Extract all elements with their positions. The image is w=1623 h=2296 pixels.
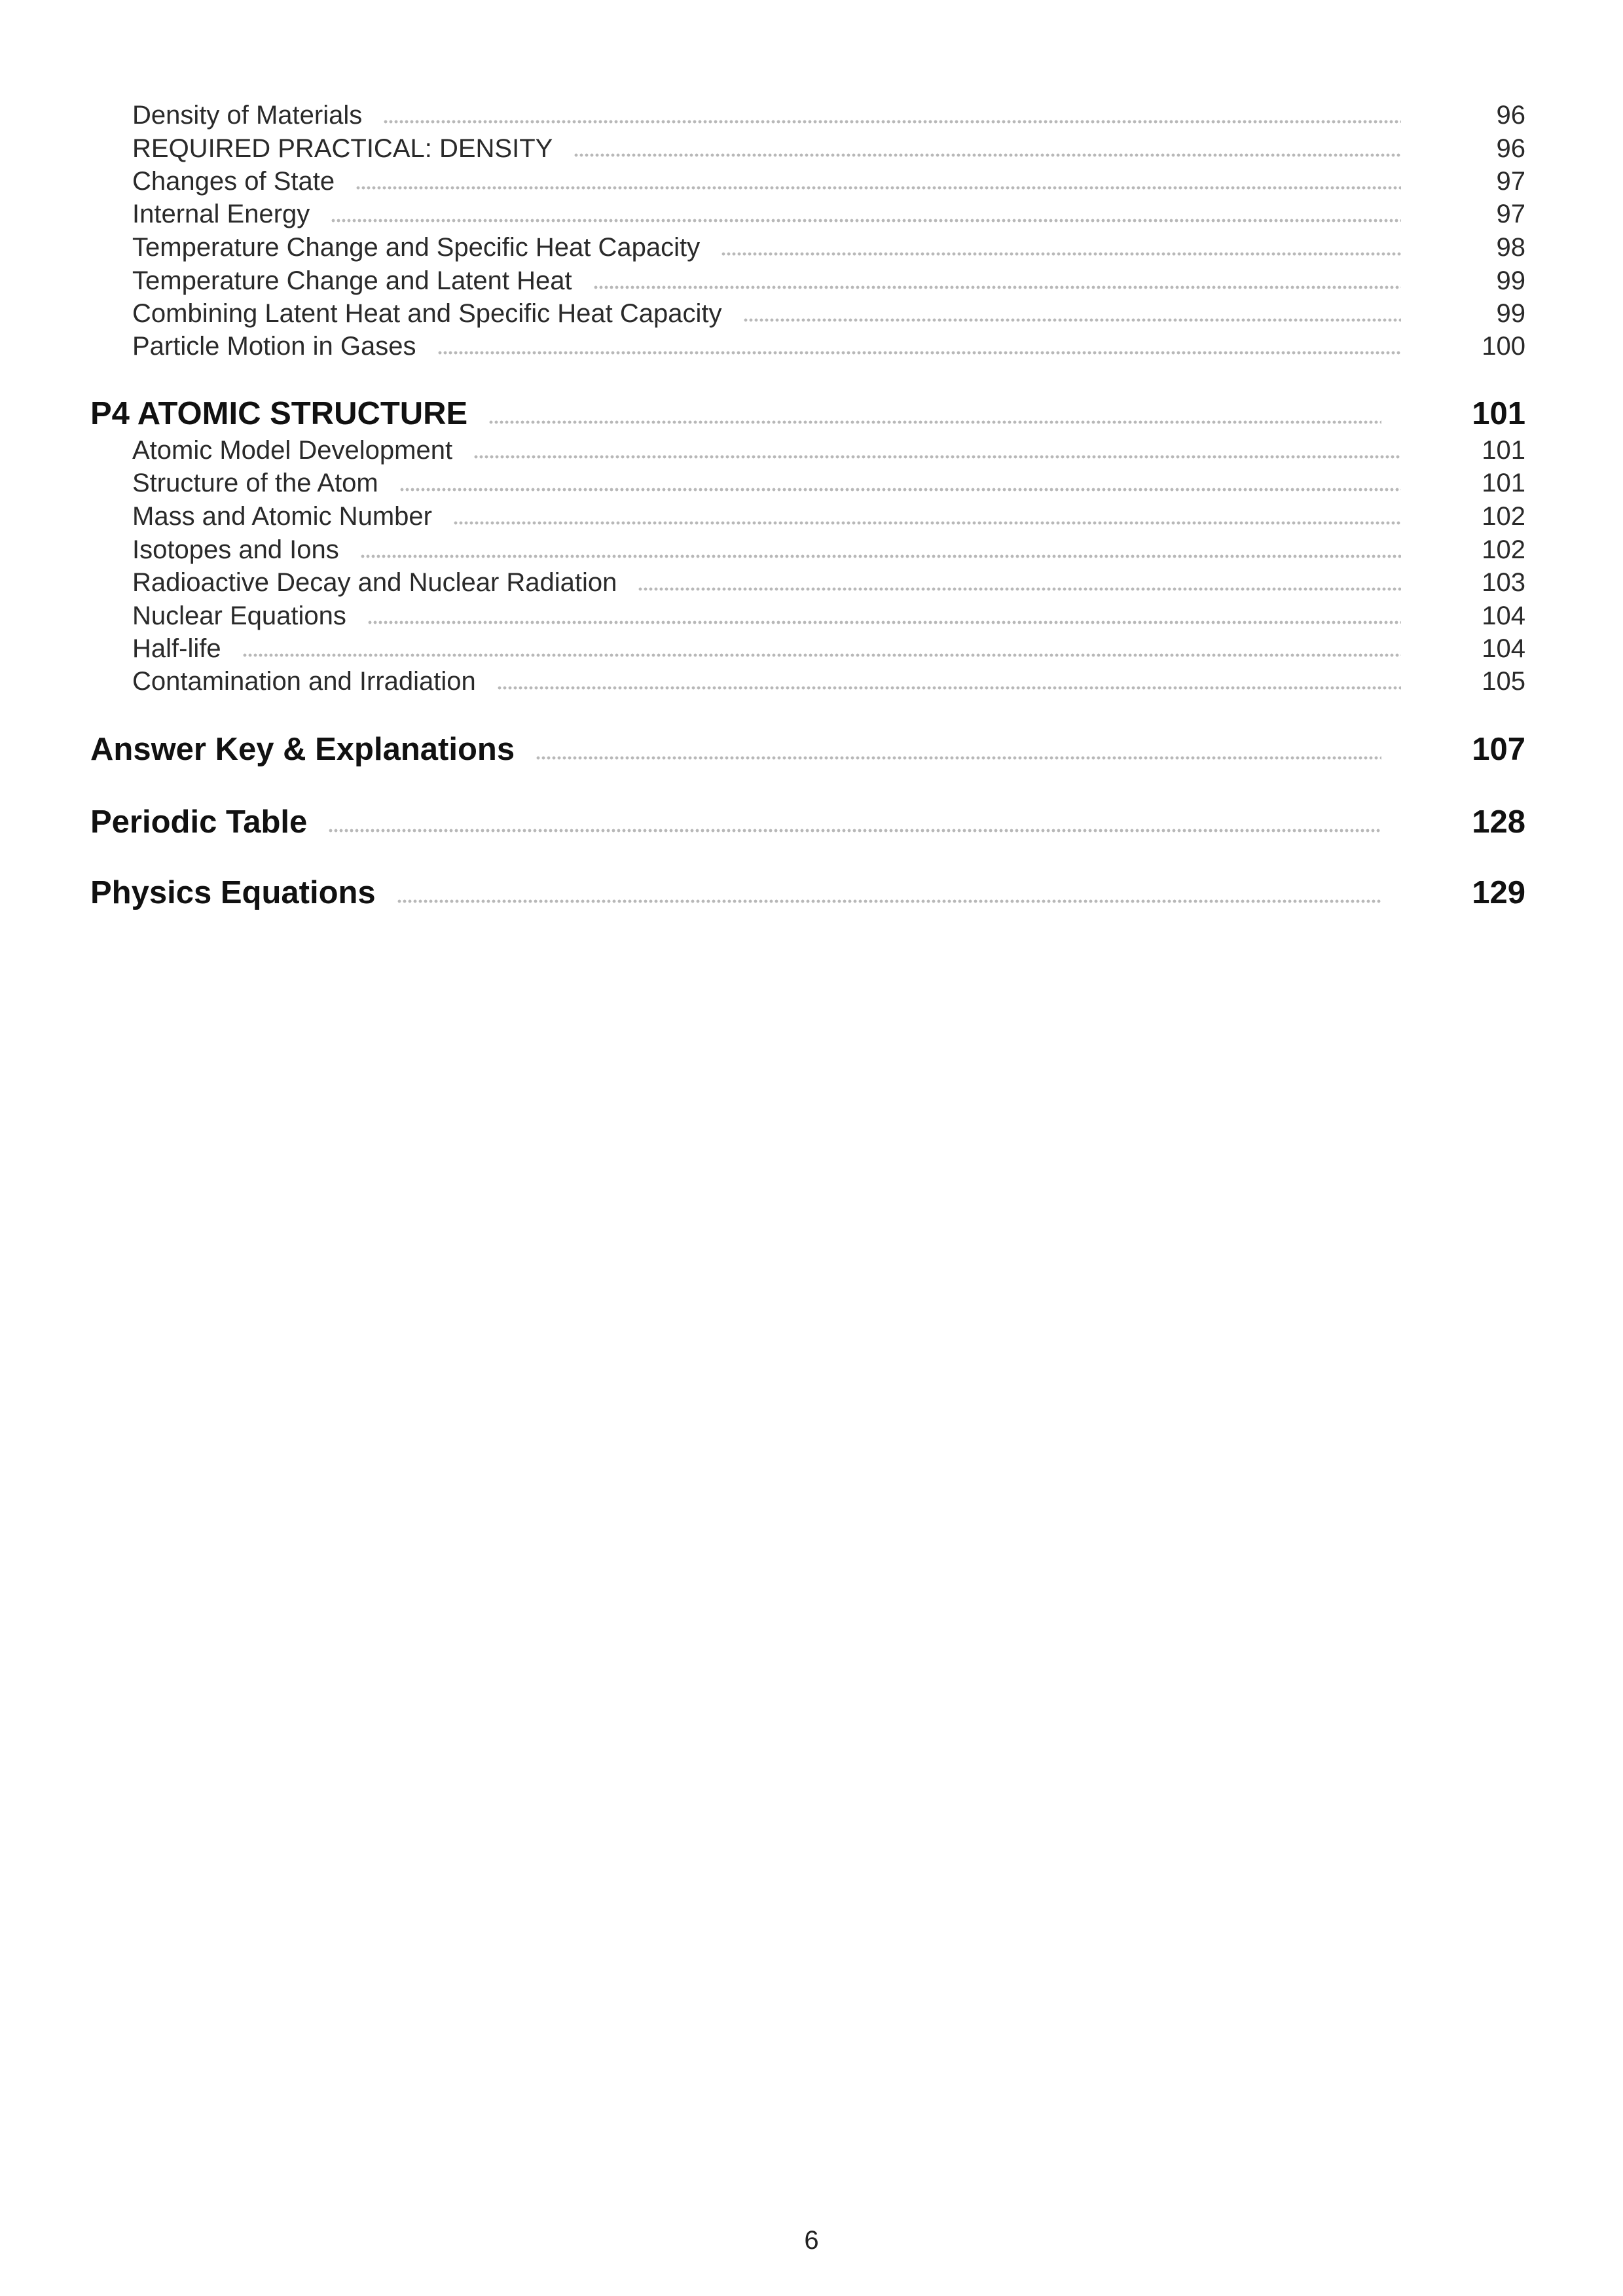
toc-entry-title: Radioactive Decay and Nuclear Radiation (132, 568, 617, 597)
toc-entry-atomic-model-development[interactable] (132, 434, 1525, 467)
toc-entry-title: Internal Energy (132, 200, 310, 228)
dot-leader (721, 252, 1401, 256)
toc-entry-page: 105 (1482, 667, 1525, 696)
toc-section-page: 128 (1472, 804, 1525, 840)
dot-leader (743, 318, 1401, 322)
toc-section-page: 107 (1472, 732, 1525, 767)
dot-leader (473, 455, 1401, 459)
toc-entry-internal-energy[interactable] (132, 198, 1525, 230)
toc-entry-title: REQUIRED PRACTICAL: DENSITY (132, 134, 553, 163)
toc-entry-title: Mass and Atomic Number (132, 502, 432, 531)
toc-entry-page: 101 (1482, 436, 1525, 465)
dot-leader (242, 653, 1401, 657)
toc-entry-temperature-change-specific-heat[interactable] (132, 231, 1525, 264)
toc-entry-structure-of-the-atom[interactable] (132, 467, 1525, 499)
toc-entry-title: Density of Materials (132, 101, 363, 130)
toc-entry-page: 99 (1496, 299, 1525, 328)
toc-entry-title: Combining Latent Heat and Specific Heat Capacity (132, 299, 722, 328)
toc-entry-radioactive-decay[interactable] (132, 566, 1525, 599)
dot-leader (399, 488, 1401, 492)
dot-leader (356, 186, 1401, 190)
toc-section-p4-atomic-structure[interactable] (90, 393, 1525, 434)
toc-entry-title: Temperature Change and Latent Heat (132, 266, 572, 295)
toc-entry-isotopes-and-ions[interactable] (132, 533, 1525, 566)
dot-leader (453, 521, 1401, 525)
dot-leader (593, 285, 1401, 289)
toc-entry-page: 99 (1496, 266, 1525, 295)
dot-leader (383, 120, 1401, 124)
toc-entry-mass-and-atomic-number[interactable] (132, 500, 1525, 533)
toc-entry-title: Temperature Change and Specific Heat Capacity (132, 233, 701, 262)
toc-section-title: P4 ATOMIC STRUCTURE (90, 396, 468, 431)
toc-section-page: 101 (1472, 396, 1525, 431)
toc-section-page: 129 (1472, 875, 1525, 910)
toc-section-title: Answer Key & Explanations (90, 732, 515, 767)
toc-entry-temperature-change-latent-heat[interactable] (132, 264, 1525, 297)
toc-entry-title: Changes of State (132, 167, 335, 196)
toc-entry-page: 97 (1496, 200, 1525, 228)
page-number: 6 (804, 2226, 819, 2255)
toc-entry-page: 98 (1496, 233, 1525, 262)
dot-leader (360, 554, 1401, 558)
dot-leader (331, 219, 1401, 223)
dot-leader (328, 829, 1381, 833)
toc-entry-page: 96 (1496, 101, 1525, 130)
toc-entry-page: 97 (1496, 167, 1525, 196)
dot-leader (574, 153, 1401, 157)
toc-entry-combining-latent-specific-heat[interactable] (132, 297, 1525, 330)
toc-entry-density-of-materials[interactable] (132, 99, 1525, 132)
toc-entry-title: Contamination and Irradiation (132, 667, 476, 696)
dot-leader (367, 620, 1401, 624)
toc-entry-page: 102 (1482, 502, 1525, 531)
toc-section-physics-equations[interactable] (90, 872, 1525, 913)
dot-leader (497, 686, 1401, 690)
toc-entry-page: 102 (1482, 535, 1525, 564)
toc-entry-contamination-and-irradiation[interactable] (132, 665, 1525, 698)
toc-entry-page: 104 (1482, 601, 1525, 630)
toc-entry-page: 103 (1482, 568, 1525, 597)
toc-entry-required-practical-density[interactable] (132, 132, 1525, 165)
toc-entry-title: Structure of the Atom (132, 469, 378, 497)
toc-section-title: Physics Equations (90, 875, 376, 910)
toc-entry-page: 104 (1482, 634, 1525, 663)
toc-entry-changes-of-state[interactable] (132, 165, 1525, 198)
toc-entry-title: Isotopes and Ions (132, 535, 339, 564)
toc-entry-title: Atomic Model Development (132, 436, 453, 465)
toc-section-answer-key[interactable] (90, 729, 1525, 770)
toc-entry-page: 96 (1496, 134, 1525, 163)
dot-leader (488, 420, 1381, 424)
dot-leader (536, 756, 1381, 760)
toc-entry-title: Half-life (132, 634, 221, 663)
toc-entry-half-life[interactable] (132, 632, 1525, 665)
toc-entry-title: Nuclear Equations (132, 601, 346, 630)
toc-section-title: Periodic Table (90, 804, 308, 840)
dot-leader (437, 351, 1401, 355)
toc-entry-page: 101 (1482, 469, 1525, 497)
toc-entry-nuclear-equations[interactable] (132, 600, 1525, 632)
dot-leader (397, 899, 1381, 903)
dot-leader (638, 587, 1401, 591)
toc-entry-title: Particle Motion in Gases (132, 332, 416, 361)
toc-entry-particle-motion-in-gases[interactable] (132, 330, 1525, 363)
toc-entry-page: 100 (1482, 332, 1525, 361)
toc-section-periodic-table[interactable] (90, 802, 1525, 842)
